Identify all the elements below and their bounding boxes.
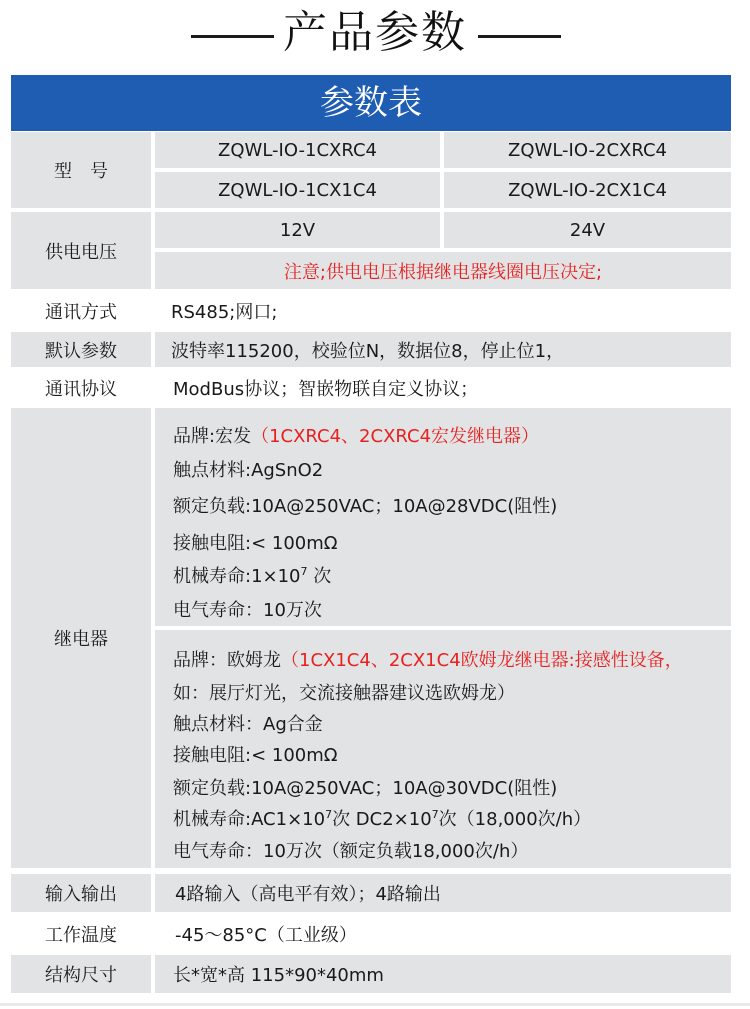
relay1-mech-life-exp: 7 bbox=[300, 565, 308, 578]
relay1-load: 额定负载:10A@250VAC；10A@28VDC(阻性) bbox=[173, 496, 558, 517]
relay2-mech-c: 次（18,000次/h） bbox=[438, 809, 592, 830]
default-params-label: 默认参数 bbox=[11, 332, 151, 367]
relay2-brand-note-1: （1CX1C4、2CX1C4欧姆龙继电器:接感性设备， bbox=[281, 650, 683, 671]
relay2-material: 触点材料：Ag合金 bbox=[173, 714, 323, 735]
io-value: 4路输入（高电平有效）；4路输出 bbox=[155, 874, 731, 912]
size-label: 结构尺寸 bbox=[11, 955, 151, 993]
page-title: 产品参数 bbox=[283, 7, 467, 58]
bottom-divider bbox=[0, 1003, 750, 1006]
protocol-label: 通讯协议 bbox=[11, 370, 151, 405]
relay2-elec-life: 电气寿命：10万次（额定负载18,000次/h） bbox=[173, 841, 529, 862]
relay1-brand: 品牌:宏发 bbox=[173, 426, 252, 447]
model-label: 型 号 bbox=[11, 132, 151, 208]
relay2-brand-line bbox=[173, 646, 683, 672]
io-label: 输入输出 bbox=[11, 874, 151, 912]
model-value-2: ZQWL-IO-2CXRC4 bbox=[444, 132, 731, 168]
table-title-banner: 参数表 bbox=[11, 75, 731, 131]
title-line-right bbox=[478, 35, 561, 38]
relay1-mech-life bbox=[173, 562, 331, 588]
relay2-brand: 品牌：欧姆龙 bbox=[173, 650, 281, 671]
relay2-mech-life bbox=[173, 805, 591, 831]
relay1-brand-line bbox=[173, 422, 539, 448]
relay2-mech-b-exp: 7 bbox=[431, 808, 439, 821]
temp-label: 工作温度 bbox=[11, 915, 151, 953]
relay2-mech-b: 次 DC2×10 bbox=[332, 809, 432, 830]
relay-group-hongfa bbox=[155, 408, 731, 626]
relay2-mech-a: 机械寿命:AC1×10 bbox=[173, 809, 326, 830]
model-value-4: ZQWL-IO-2CX1C4 bbox=[444, 172, 731, 208]
relay2-brand-note-2: 如：展厅灯光，交流接触器建议选欧姆龙） bbox=[173, 683, 515, 704]
relay1-elec-life: 电气寿命：10万次 bbox=[173, 600, 322, 621]
model-value-3: ZQWL-IO-1CX1C4 bbox=[155, 172, 440, 208]
relay2-load: 额定负载:10A@250VAC；10A@30VDC(阻性) bbox=[173, 778, 558, 799]
relay1-mech-life-suffix: 次 bbox=[307, 566, 332, 587]
relay1-material: 触点材料:AgSnO2 bbox=[173, 460, 324, 481]
relay1-brand-note: （1CXRC4、2CXRC4宏发继电器） bbox=[251, 426, 540, 447]
relay2-mech-a-exp: 7 bbox=[325, 808, 333, 821]
model-value-1: ZQWL-IO-1CXRC4 bbox=[155, 132, 440, 168]
relay1-mech-life-prefix: 机械寿命:1×10 bbox=[173, 566, 301, 587]
relay1-resistance: 接触电阻:< 100mΩ bbox=[173, 533, 338, 554]
size-value: 长*宽*高 115*90*40mm bbox=[155, 955, 731, 993]
power-12v: 12V bbox=[155, 212, 440, 248]
relay-label: 继电器 bbox=[11, 408, 151, 868]
power-note: 注意;供电电压根据继电器线圈电压决定; bbox=[155, 252, 731, 289]
power-label: 供电电压 bbox=[11, 212, 151, 289]
relay-group-omron bbox=[155, 630, 731, 868]
power-24v: 24V bbox=[444, 212, 731, 248]
default-params-value: 波特率115200，校验位N，数据位8，停止位1， bbox=[155, 332, 731, 367]
comm-mode-label: 通讯方式 bbox=[11, 293, 151, 329]
comm-mode-value: RS485;网口; bbox=[155, 293, 731, 329]
temp-value: -45～85°C（工业级） bbox=[155, 915, 731, 953]
protocol-value: ModBus协议；智嵌物联自定义协议； bbox=[155, 370, 731, 405]
relay2-resistance: 接触电阻:< 100mΩ bbox=[173, 745, 338, 766]
